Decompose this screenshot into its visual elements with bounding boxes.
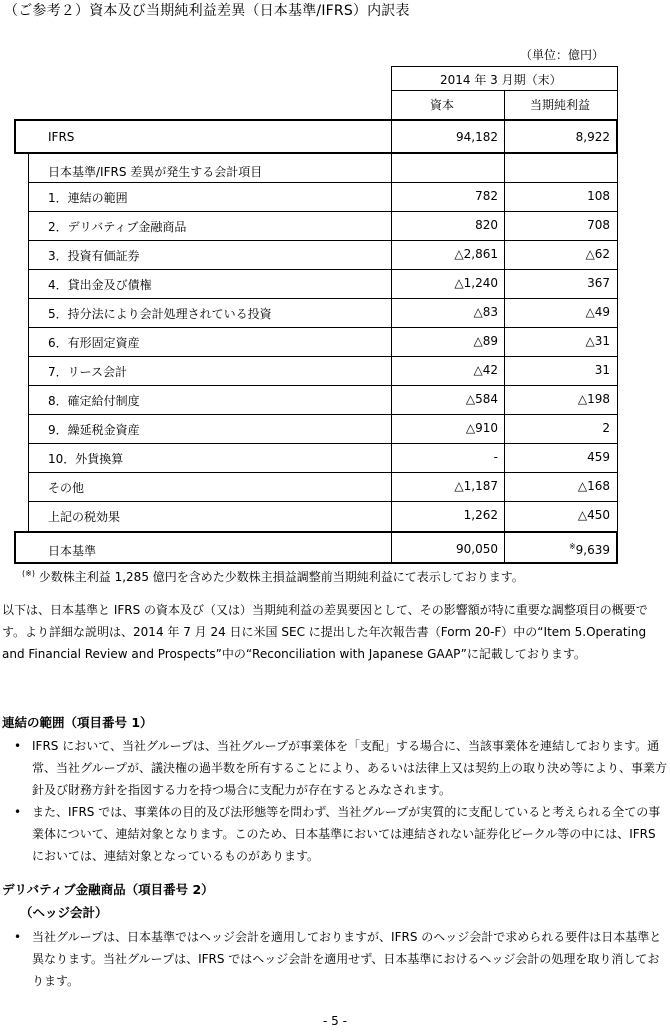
section-label: 日本基準/IFRS 差異が発生する会計項目	[48, 165, 263, 179]
row-net-income: 367	[587, 276, 610, 290]
row-line	[28, 269, 618, 270]
page-number: - 5 -	[323, 1014, 347, 1028]
ifrs-net-income: 8,922	[575, 130, 610, 144]
row-line	[28, 472, 618, 473]
row-capital: △1,187	[454, 479, 498, 493]
row-label: 4．貸出金及び債権	[48, 278, 152, 292]
row-capital: -	[493, 450, 498, 464]
row-line	[28, 501, 618, 502]
footnote	[22, 568, 524, 585]
intro-paragraph: 以下は、日本基準と IFRS の資本及び（又は）当期純利益の差異要因として、その影響額が特に重要な調整項目の概要です。より詳細な説明は、2014 年 7 月 24 日に米国 SEC に提出した年次報告書（Form 20-F）中の“Item 5.Operating and Financial Review and Prospects”中の“Reconciliation with Japanese GAAP”に記載しております。	[2, 603, 648, 661]
capital-header: 資本	[430, 98, 455, 112]
reconciliation-table	[14, 66, 618, 564]
row-net-income: △168	[577, 479, 610, 493]
footnote-mark: (※)	[22, 569, 35, 578]
row-net-income: △198	[577, 392, 610, 406]
row-net-income: 108	[587, 189, 610, 203]
row-label: 6．有形固定資産	[48, 336, 140, 350]
row-line	[28, 211, 618, 212]
period-header: 2014 年 3 月期（末）	[440, 73, 562, 87]
bullet-dot: •	[14, 739, 22, 753]
bullet-dot: •	[14, 805, 22, 819]
jgaap-net-income-value: 9,639	[575, 543, 610, 557]
row-line	[28, 443, 618, 444]
row-line	[28, 327, 618, 328]
section2-bullet-1	[14, 926, 668, 992]
jgaap-capital: 90,050	[456, 542, 498, 556]
section1-heading: 連結の範囲（項目番号 1）	[2, 715, 153, 730]
section2-heading: デリバティブ金融商品（項目番号 2）	[2, 882, 214, 897]
row-label: 9．繰延税金資産	[48, 423, 140, 437]
row-label: 5．持分法により会計処理されている投資	[48, 307, 272, 321]
row-net-income: 31	[594, 363, 610, 377]
row-capital: 782	[475, 189, 498, 203]
row-line	[28, 414, 618, 415]
row-label: 10．外貨換算	[48, 452, 124, 466]
row-label: その他	[48, 481, 85, 495]
footnote-text: 少数株主利益 1,285 億円を含めた少数株主損益調整前当期純利益にて表示しております。	[38, 570, 524, 584]
ifrs-label: IFRS	[48, 130, 75, 144]
row-label: 2．デリバティブ金融商品	[48, 220, 187, 234]
row-label: 7．リース会計	[48, 365, 128, 379]
bullet-text: また、IFRS では、事業体の目的及び法形態等を問わず、当社グループが実質的に支配していると考えられる全ての事業体について、連結対象となります。このため、日本基準においては連結されない証券化ビークル等の中には、IFRS においては、連結対象となっているものがあります。	[32, 805, 661, 863]
row-capital: △584	[465, 392, 498, 406]
row-capital: △1,240	[454, 276, 498, 290]
row-line	[28, 182, 618, 183]
row-label: 上記の税効果	[48, 510, 121, 524]
row-capital: 1,262	[463, 508, 498, 522]
row-net-income: △450	[577, 508, 610, 522]
jgaap-label: 日本基準	[48, 544, 97, 558]
row-net-income: △49	[585, 305, 610, 319]
row-net-income: △31	[585, 334, 610, 348]
row-line	[28, 385, 618, 386]
row-label: 8．確定給付制度	[48, 394, 140, 408]
row-net-income: 2	[602, 421, 610, 435]
unit-label: （単位：億円）	[520, 48, 605, 62]
bullet-text: 当社グループは、日本基準ではヘッジ会計を適用しておりますが、IFRS のヘッジ会計で求められる要件は日本基準と異なります。当社グループは、IFRS ではヘッジ会計を適用せず、日本基準におけるヘッジ会計の処理を取り消しております。	[32, 930, 662, 988]
row-net-income: 708	[587, 218, 610, 232]
net-income-header: 当期純利益	[530, 98, 591, 112]
row-label: 3．投資有価証券	[48, 249, 140, 263]
ifrs-capital: 94,182	[456, 130, 498, 144]
row-capital: △42	[473, 363, 498, 377]
row-net-income: △62	[585, 247, 610, 261]
row-net-income: 459	[587, 450, 610, 464]
row-capital: △89	[473, 334, 498, 348]
section1-bullet-1	[14, 735, 668, 801]
bullet-dot: •	[14, 930, 22, 944]
row-capital: 820	[475, 218, 498, 232]
row-label: 1．連結の範囲	[48, 191, 128, 205]
section2-subheading: （ヘッジ会計）	[20, 905, 108, 920]
row-capital: △2,861	[454, 247, 498, 261]
row-line	[28, 356, 618, 357]
bullet-text: IFRS において、当社グループは、当社グループが事業体を「支配」する場合に、当該事業体を連結しております。通常、当社グループが、議決権の過半数を所有することにより、あるいは法律上又は契約上の取り決め等により、事業方針及び財務方針を指図する力を持つ場合に支配力が存在するとみなされます。	[32, 739, 668, 797]
section1-bullet-2	[14, 801, 668, 867]
row-line	[28, 298, 618, 299]
jgaap-net-income-mark: ※	[568, 542, 576, 551]
page-title: （ご参考２）資本及び当期純利益差異（日本基準/IFRS）内訳表	[4, 3, 410, 19]
row-capital: △910	[465, 421, 498, 435]
row-capital: △83	[473, 305, 498, 319]
row-line	[28, 240, 618, 241]
